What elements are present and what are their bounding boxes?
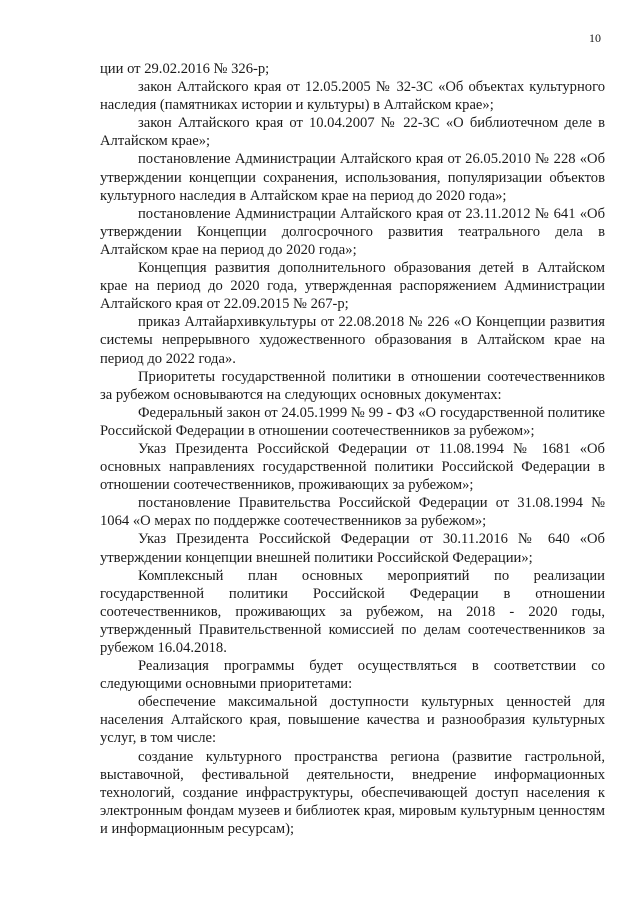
paragraph: постановление Правительства Российской Федерации от 31.08.1994 № 1064 «О мерах по поддержке соотечественников за рубежом»; (100, 495, 605, 530)
paragraph: Комплексный план основных мероприятий по реализации государственной политики Российской Федерации в отношении соотечественников, проживающих за рубежом, на 2018 - 2020 годы, утвержденный Правительственной комиссией по делам соотечественников за рубежом 16.04.2018. (100, 567, 605, 656)
paragraph: постановление Администрации Алтайского края от 26.05.2010 № 228 «Об утверждении концепции сохранения, использования, популяризации объектов культурного наследия в Алтайском крае на период до 2020 года»; (100, 151, 605, 204)
document-body (100, 60, 605, 838)
paragraph-continuation: ции от 29.02.2016 № 326-р; (100, 61, 270, 77)
paragraph: Указ Президента Российской Федерации от 11.08.1994 № 1681 «Об основных направлениях государственной политики Российской Федерации в отношении соотечественников, проживающих за рубежом»; (100, 440, 605, 494)
paragraph: Приоритеты государственной политики в отношении соотечественников за рубежом основываются на следующих основных документах: (100, 368, 605, 403)
paragraph: создание культурного пространства региона (развитие гастрольной, выставочной, фестивальной деятельности, внедрение информационных технологий, создание инфраструктуры, обеспечивающей доступ населения к электронным фондам музеев и библиотек края, мировым культурным ценностям и информационным ресурсам); (100, 748, 605, 837)
paragraph: закон Алтайского края от 10.04.2007 № 22-ЗС «О библиотечном деле в Алтайском крае»; (100, 115, 605, 150)
page-number: 10 (589, 31, 601, 45)
paragraph: постановление Администрации Алтайского края от 23.11.2012 № 641 «Об утверждении Концепции долгосрочного развития театрального дела в Алтайском крае на период до 2020 года»; (100, 205, 605, 258)
paragraph: Концепция развития дополнительного образования детей в Алтайском крае на период до 2020 года, утвержденная распоряжением Администрации Алтайского края от 22.09.2015 № 267-р; (100, 260, 605, 313)
paragraph: Указ Президента Российской Федерации от 30.11.2016 № 640 «Об утверждении концепции внешней политики Российской Федерации»; (100, 531, 605, 566)
paragraph: Федеральный закон от 24.05.1999 № 99 - ФЗ «О государственной политике Российской Федерации в отношении соотечественников за рубежом»; (100, 404, 605, 439)
paragraph: закон Алтайского края от 12.05.2005 № 32-ЗС «Об объектах культурного наследия (памятниках истории и культуры) в Алтайском крае»; (100, 79, 605, 114)
paragraph: обеспечение максимальной доступности культурных ценностей для населения Алтайского края, повышение качества и разнообразия культурных услуг, в том числе: (100, 694, 605, 747)
paragraph: Реализация программы будет осуществляться в соответствии со следующими основными приоритетами: (100, 658, 605, 693)
paragraph: приказ Алтайархивкультуры от 22.08.2018 № 226 «О Концепции развития системы непрерывного художественного образования в Алтайском крае на период до 2022 года». (100, 314, 605, 367)
